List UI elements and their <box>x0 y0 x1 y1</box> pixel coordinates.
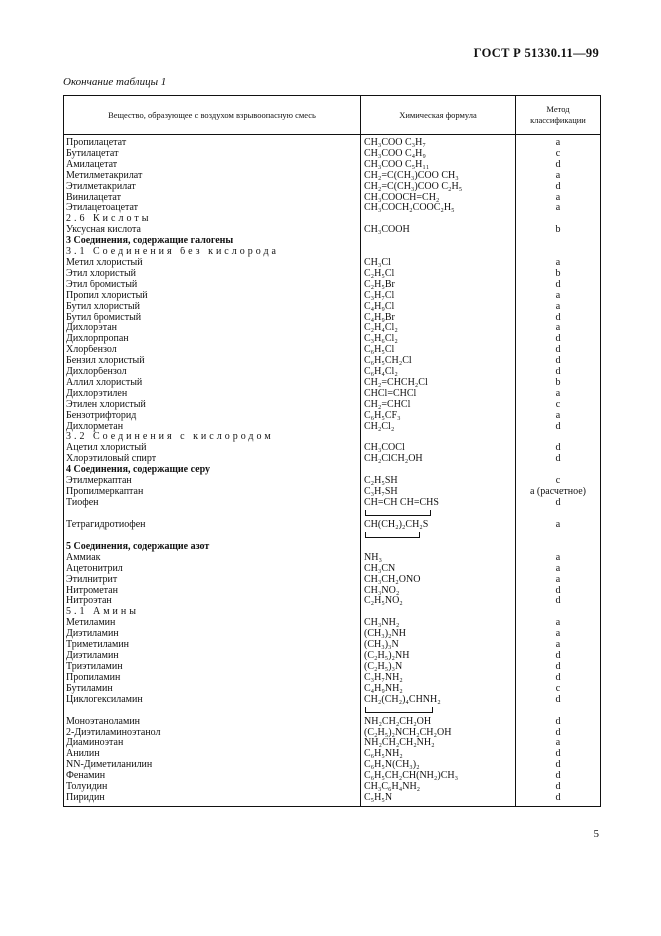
method-cell: b <box>516 269 601 280</box>
table-row <box>64 171 601 182</box>
substance-cell: Метилметакрилат <box>64 171 361 182</box>
method-cell: d <box>516 782 601 793</box>
table-header-row <box>64 96 601 135</box>
substance-cell: 5 Соединения, содержащие азот <box>64 542 361 553</box>
table-row <box>64 422 601 433</box>
formula-cell <box>361 214 516 225</box>
formula-cell <box>361 695 516 717</box>
method-cell: a <box>516 203 601 214</box>
method-cell: b <box>516 225 601 236</box>
table-row <box>64 520 601 542</box>
column-header-method: Метод классификации <box>516 96 601 135</box>
method-cell: a <box>516 389 601 400</box>
method-cell: a <box>516 520 601 542</box>
method-cell: d <box>516 182 601 193</box>
substance-cell: Дихлорэтан <box>64 323 361 334</box>
formula-cell: NH₃ <box>361 553 516 564</box>
table-row <box>64 193 601 204</box>
substance-cell: Бензил хлористый <box>64 356 361 367</box>
formula-cell: C₆H₅NH₂ <box>361 749 516 760</box>
column-header-substance: Вещество, образующее с воздухом взрывоопасную смесь <box>64 96 361 135</box>
method-cell <box>516 214 601 225</box>
substance-cell: Диаминоэтан <box>64 738 361 749</box>
table-row <box>64 323 601 334</box>
formula-cell: CH₃CH₂ONO <box>361 575 516 586</box>
subsection-heading-row <box>64 247 601 258</box>
method-cell: a <box>516 738 601 749</box>
table-row <box>64 334 601 345</box>
method-cell: a <box>516 135 601 149</box>
formula-cell: CH₃COO C₅H₁₁ <box>361 160 516 171</box>
method-cell: d <box>516 586 601 597</box>
formula-cell: C₆H₄Cl₂ <box>361 367 516 378</box>
table-row <box>64 673 601 684</box>
method-cell: b <box>516 378 601 389</box>
substance-cell: Этилнитрит <box>64 575 361 586</box>
substance-cell: Хлорбензол <box>64 345 361 356</box>
substance-cell: 5.1 Амины <box>64 607 361 618</box>
table-row <box>64 487 601 498</box>
subsection-heading-row <box>64 607 601 618</box>
formula-cell: C₆H₅CH₂CH(NH₂)CH₃ <box>361 771 516 782</box>
method-cell: d <box>516 356 601 367</box>
table-row <box>64 400 601 411</box>
formula-cell: C₂H₅NO₂ <box>361 596 516 607</box>
substance-cell: Тетрагидротиофен <box>64 520 361 542</box>
subsection-heading-row <box>64 432 601 443</box>
table-row <box>64 640 601 651</box>
substance-cell: Амилацетат <box>64 160 361 171</box>
substance-cell: Бутиламин <box>64 684 361 695</box>
table-row <box>64 280 601 291</box>
table-row <box>64 345 601 356</box>
method-cell: a <box>516 291 601 302</box>
table-row <box>64 291 601 302</box>
method-cell: a <box>516 193 601 204</box>
formula-text: CH(CH₂)₂CH₂S <box>364 519 429 530</box>
method-cell: c <box>516 400 601 411</box>
substance-cell: Ацетонитрил <box>64 564 361 575</box>
substance-cell: Пропилмеркаптан <box>64 487 361 498</box>
table-row <box>64 760 601 771</box>
method-cell: d <box>516 454 601 465</box>
formula-cell: (C₂H₅)₂NCH₂CH₂OH <box>361 728 516 739</box>
formula-text: CH₂(CH₂)₄CHNH₂ <box>364 694 441 705</box>
substance-cell: Пропиламин <box>64 673 361 684</box>
table-row <box>64 728 601 739</box>
substance-cell: Триэтиламин <box>64 662 361 673</box>
formula-cell: C₆H₅CH₂Cl <box>361 356 516 367</box>
table-row <box>64 553 601 564</box>
substance-cell: Этил бромистый <box>64 280 361 291</box>
table-row <box>64 135 601 149</box>
formula-cell: NH₂CH₂CH₂OH <box>361 717 516 728</box>
method-cell: d <box>516 771 601 782</box>
table-row <box>64 258 601 269</box>
table-row <box>64 738 601 749</box>
method-cell: a <box>516 258 601 269</box>
method-cell: a <box>516 323 601 334</box>
table-row <box>64 476 601 487</box>
table-row <box>64 302 601 313</box>
table-row <box>64 411 601 422</box>
substance-cell: Нитроэтан <box>64 596 361 607</box>
substance-cell: Нитрометан <box>64 586 361 597</box>
formula-cell <box>361 432 516 443</box>
formula-cell: C₂H₅Cl <box>361 269 516 280</box>
substance-cell: Анилин <box>64 749 361 760</box>
table-row <box>64 662 601 673</box>
table-row <box>64 684 601 695</box>
method-cell: a (расчетное) <box>516 487 601 498</box>
formula-cell: C₃H₇SH <box>361 487 516 498</box>
method-cell: a <box>516 640 601 651</box>
substance-cell: 4 Соединения, содержащие серу <box>64 465 361 476</box>
formula-cell: C₅H₅N <box>361 793 516 806</box>
table-row <box>64 378 601 389</box>
method-cell: a <box>516 575 601 586</box>
formula-cell: CH₃NO₂ <box>361 586 516 597</box>
substance-cell: Триметиламин <box>64 640 361 651</box>
substance-cell: Этил хлористый <box>64 269 361 280</box>
method-cell <box>516 607 601 618</box>
substance-cell: Пропил хлористый <box>64 291 361 302</box>
formula-cell: CH₂=CHCl <box>361 400 516 411</box>
table-row <box>64 149 601 160</box>
formula-text: CH=CH CH=CHS <box>364 497 439 508</box>
table-row <box>64 443 601 454</box>
formula-cell: C₃H₇Cl <box>361 291 516 302</box>
method-cell: d <box>516 443 601 454</box>
formula-cell: CH₃NH₂ <box>361 618 516 629</box>
formula-cell: CH₂ClCH₂OH <box>361 454 516 465</box>
substance-cell: 3.1 Соединения без кислорода <box>64 247 361 258</box>
table-row <box>64 793 601 806</box>
method-cell <box>516 247 601 258</box>
table-row <box>64 313 601 324</box>
formula-cell: C₆H₅N(CH₃)₂ <box>361 760 516 771</box>
method-cell: d <box>516 673 601 684</box>
formula-cell <box>361 498 516 520</box>
table-row <box>64 160 601 171</box>
substance-cell: Толуидин <box>64 782 361 793</box>
method-cell: d <box>516 367 601 378</box>
formula-cell <box>361 607 516 618</box>
ring-closure-bracket <box>365 532 420 538</box>
method-cell: a <box>516 629 601 640</box>
substance-cell: Диэтиламин <box>64 651 361 662</box>
substance-cell: Бутил бромистый <box>64 313 361 324</box>
method-cell: d <box>516 160 601 171</box>
ring-formula <box>364 498 439 509</box>
table-row <box>64 651 601 662</box>
substance-cell: Циклогексиламин <box>64 695 361 717</box>
document-standard-header: ГОСТ Р 51330.11—99 <box>473 46 599 60</box>
formula-cell: CH₃COOH <box>361 225 516 236</box>
formula-cell: C₃H₆Cl₂ <box>361 334 516 345</box>
substance-cell: Дихлорэтилен <box>64 389 361 400</box>
formula-cell: (CH₃)₂NH <box>361 629 516 640</box>
formula-cell: C₆H₅CF₃ <box>361 411 516 422</box>
formula-cell: CH₂=C(CH₃)COO C₂H₅ <box>361 182 516 193</box>
table-row <box>64 498 601 520</box>
table-row <box>64 596 601 607</box>
substances-table <box>63 95 601 807</box>
formula-cell: C₂H₄Cl₂ <box>361 323 516 334</box>
substance-cell: Винилацетат <box>64 193 361 204</box>
method-cell: d <box>516 280 601 291</box>
formula-cell: C₃H₇NH₂ <box>361 673 516 684</box>
table-row <box>64 618 601 629</box>
method-cell: d <box>516 662 601 673</box>
formula-cell: CH₃C₆H₄NH₂ <box>361 782 516 793</box>
method-cell: a <box>516 411 601 422</box>
substance-cell: Хлорэтиловый спирт <box>64 454 361 465</box>
substance-cell: Этилметакрилат <box>64 182 361 193</box>
formula-cell: CH₃Cl <box>361 258 516 269</box>
table-row <box>64 586 601 597</box>
formula-cell: NH₂CH₂CH₂NH₂ <box>361 738 516 749</box>
substance-cell: Уксусная кислота <box>64 225 361 236</box>
section-heading-row <box>64 465 601 476</box>
table-row <box>64 454 601 465</box>
method-cell: d <box>516 345 601 356</box>
formula-cell: CH₃COOCH=CH₂ <box>361 193 516 204</box>
method-cell: d <box>516 313 601 324</box>
method-cell: a <box>516 564 601 575</box>
substance-cell: Аллил хлористый <box>64 378 361 389</box>
table-row <box>64 389 601 400</box>
formula-cell: CH₃COCH₂COOC₂H₅ <box>361 203 516 214</box>
table-row <box>64 575 601 586</box>
table-row <box>64 182 601 193</box>
method-cell: a <box>516 302 601 313</box>
table-row <box>64 695 601 717</box>
formula-cell <box>361 520 516 542</box>
substance-cell: Метиламин <box>64 618 361 629</box>
method-cell: a <box>516 553 601 564</box>
table-row <box>64 782 601 793</box>
method-cell: d <box>516 695 601 717</box>
method-cell <box>516 432 601 443</box>
page-number: 5 <box>593 828 599 840</box>
formula-cell <box>361 542 516 553</box>
substance-cell: Фенамин <box>64 771 361 782</box>
substance-cell: 2.6 Кислоты <box>64 214 361 225</box>
substance-cell: Метил хлористый <box>64 258 361 269</box>
substance-cell: Этилацетоацетат <box>64 203 361 214</box>
formula-cell: C₂H₅SH <box>361 476 516 487</box>
ring-closure-bracket <box>365 707 433 713</box>
method-cell: d <box>516 793 601 806</box>
table-row <box>64 367 601 378</box>
substance-cell: Дихлорметан <box>64 422 361 433</box>
method-cell: d <box>516 760 601 771</box>
formula-cell: CH₃CN <box>361 564 516 575</box>
substance-cell: Аммиак <box>64 553 361 564</box>
method-cell: a <box>516 171 601 182</box>
substance-cell: Тиофен <box>64 498 361 520</box>
substance-cell: Диэтиламин <box>64 629 361 640</box>
substance-cell: Бутил хлористый <box>64 302 361 313</box>
formula-cell: (CH₃)₃N <box>361 640 516 651</box>
method-cell: d <box>516 728 601 739</box>
formula-cell: C₄H₉NH₂ <box>361 684 516 695</box>
formula-cell: (C₂H₅)₂NH <box>361 651 516 662</box>
formula-cell <box>361 236 516 247</box>
method-cell: d <box>516 334 601 345</box>
method-cell: d <box>516 596 601 607</box>
substance-cell: 3.2 Соединения с кислородом <box>64 432 361 443</box>
ring-formula <box>364 520 428 531</box>
formula-cell: CH₂Cl₂ <box>361 422 516 433</box>
formula-cell <box>361 247 516 258</box>
substance-cell: Дихлорпропан <box>64 334 361 345</box>
substance-cell: Пиридин <box>64 793 361 806</box>
formula-cell: CH₂=C(CH₃)COO CH₃ <box>361 171 516 182</box>
substance-cell: Бутилацетат <box>64 149 361 160</box>
table-row <box>64 269 601 280</box>
table-row <box>64 225 601 236</box>
method-cell: c <box>516 684 601 695</box>
substance-cell: Пропилацетат <box>64 135 361 149</box>
formula-cell: (C₂H₅)₃N <box>361 662 516 673</box>
formula-cell: CH₂=CHCH₂Cl <box>361 378 516 389</box>
table-row <box>64 717 601 728</box>
section-heading-row <box>64 542 601 553</box>
table-caption: Окончание таблицы 1 <box>63 76 167 88</box>
method-cell <box>516 236 601 247</box>
formula-cell <box>361 465 516 476</box>
formula-cell: C₄H₉Cl <box>361 302 516 313</box>
method-cell: d <box>516 717 601 728</box>
formula-cell: CH₃COO C₄H₉ <box>361 149 516 160</box>
substance-cell: NN-Диметиланилин <box>64 760 361 771</box>
substance-cell: 3 Соединения, содержащие галогены <box>64 236 361 247</box>
method-cell: c <box>516 149 601 160</box>
ring-formula <box>364 695 441 706</box>
method-cell <box>516 542 601 553</box>
table-row <box>64 629 601 640</box>
table-row <box>64 356 601 367</box>
method-cell: d <box>516 498 601 520</box>
substance-cell: Моноэтаноламин <box>64 717 361 728</box>
formula-cell: C₂H₅Br <box>361 280 516 291</box>
formula-cell: CH₃COO C₃H₇ <box>361 135 516 149</box>
column-header-formula: Химическая формула <box>361 96 516 135</box>
table-body <box>64 135 601 807</box>
table-row <box>64 749 601 760</box>
ring-closure-bracket <box>365 510 431 516</box>
method-cell: d <box>516 422 601 433</box>
section-heading-row <box>64 236 601 247</box>
subsection-heading-row <box>64 214 601 225</box>
formula-cell: C₆H₅Cl <box>361 345 516 356</box>
formula-cell: CH₃COCl <box>361 443 516 454</box>
substance-cell: 2-Диэтиламиноэтанол <box>64 728 361 739</box>
method-cell: d <box>516 651 601 662</box>
table-row <box>64 564 601 575</box>
substance-cell: Этилен хлористый <box>64 400 361 411</box>
method-cell: a <box>516 618 601 629</box>
substance-cell: Ацетил хлористый <box>64 443 361 454</box>
method-cell <box>516 465 601 476</box>
substance-cell: Бензотрифторид <box>64 411 361 422</box>
table-row <box>64 203 601 214</box>
formula-cell: CHCl=CHCl <box>361 389 516 400</box>
formula-cell: C₄H₉Br <box>361 313 516 324</box>
table-row <box>64 771 601 782</box>
substance-cell: Этилмеркаптан <box>64 476 361 487</box>
method-cell: d <box>516 749 601 760</box>
method-cell: c <box>516 476 601 487</box>
substance-cell: Дихлорбензол <box>64 367 361 378</box>
